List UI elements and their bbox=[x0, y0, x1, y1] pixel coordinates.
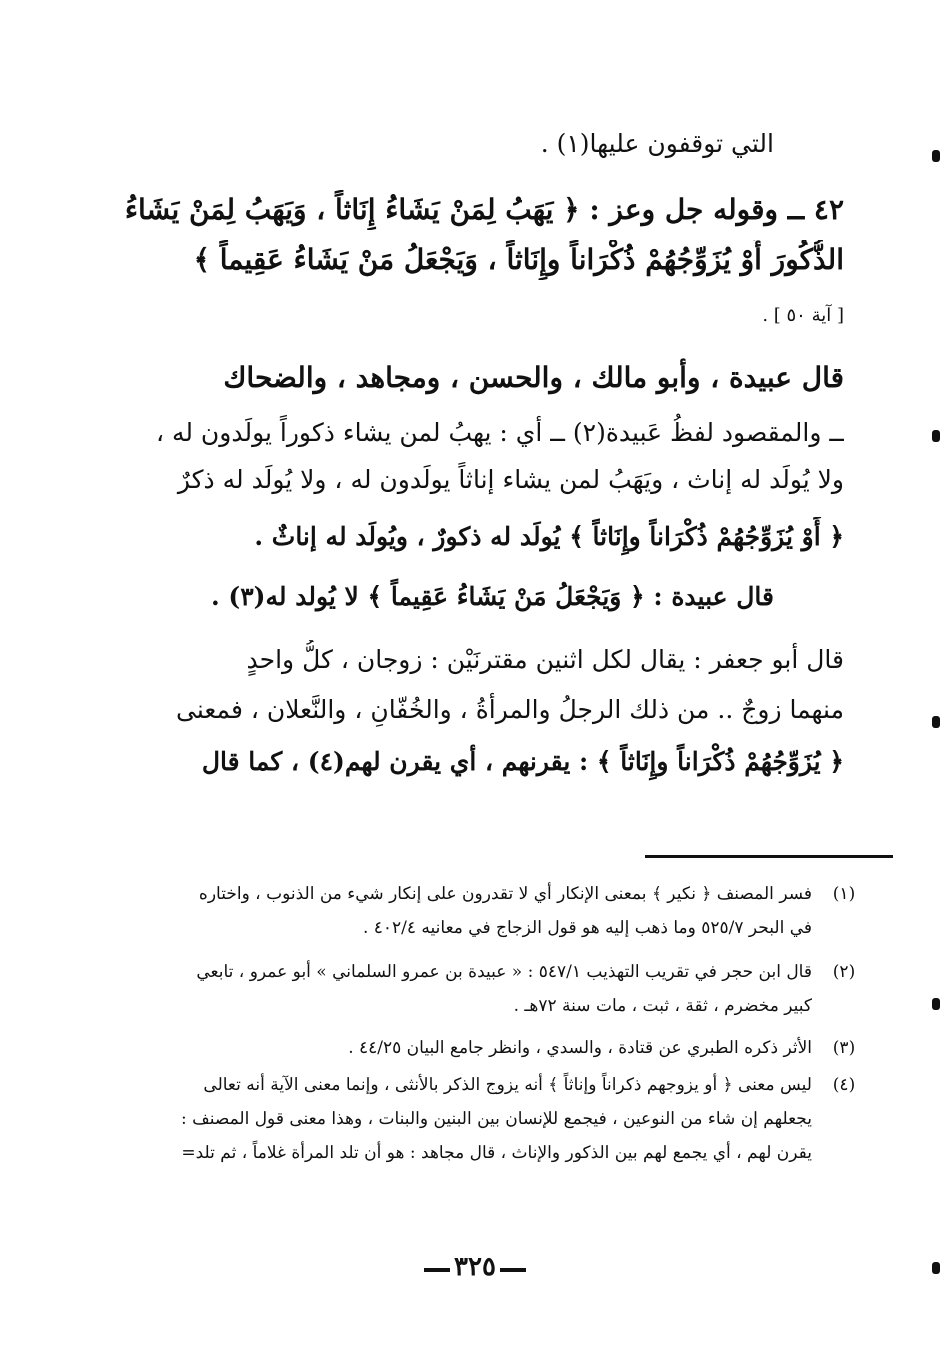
verse-text: الذُّكُورَ أَوْ يُزَوِّجُهُمْ ذُكْرَاناً وإِنَاثاً ، وَيَجْعَلُ مَنْ يَشَاءُ عَقِيماً ﴾ bbox=[193, 243, 844, 276]
footnote-text: فسر المصنف ﴿ نكير ﴾ بمعنى الإنكار أي لا تقدرون على إنكار شيء من الذنوب ، واختاره bbox=[198, 884, 812, 904]
verse-reference bbox=[112, 296, 844, 336]
text-span: قال أبو جعفر : يقال لكل اثنين مقترنَيْن : زوجان ، كلُّ واحدٍ bbox=[246, 645, 844, 674]
text-span: التي توقفون عليها(١) . bbox=[540, 129, 774, 158]
footnote-text: الأثر ذكره الطبري عن قتادة ، والسدي ، وانظر جامع البيان ٤٤/٢٥ . bbox=[348, 1038, 812, 1058]
text-span: ﴿ أَوْ يُزَوِّجُهُمْ ذُكْرَاناً وإِنَاثاً ﴾ يُولَد له ذكورٌ ، ويُولَد له إناثٌ . bbox=[254, 522, 844, 551]
item-number: ٤٢ ــ bbox=[787, 193, 844, 226]
text-line bbox=[112, 124, 844, 164]
footnote-text: يقرن لهم ، أي يجمع لهم بين الذكور والإناث ، قال مجاهد : هو أن تلد المرأة غلاماً ، ثم تلد= bbox=[181, 1143, 812, 1163]
scan-mark bbox=[932, 150, 940, 162]
text-span: ــ والمقصود لفظُ عَبيدة(٢) ــ أي : يهبُ لمن يشاء ذكوراً يولَدون له ، bbox=[155, 418, 844, 447]
footnote bbox=[96, 880, 864, 940]
footnote-text: ليس معنى ﴿ أو يزوجهم ذكراناً وإناثاً ﴾ أنه يزوج الذكر بالأنثى ، وإنما معنى الآية أنه تعالى bbox=[203, 1075, 812, 1095]
narrators-line bbox=[112, 358, 844, 398]
verse-line bbox=[112, 240, 844, 280]
text-line bbox=[112, 517, 844, 557]
footnote-number: (٢) bbox=[832, 962, 856, 982]
footnote-number: (٣) bbox=[832, 1038, 856, 1058]
main-text bbox=[112, 0, 844, 800]
scan-mark bbox=[932, 998, 940, 1010]
text-line bbox=[112, 690, 844, 730]
text-line bbox=[112, 413, 844, 453]
text-line bbox=[112, 742, 844, 782]
footnote bbox=[96, 1071, 864, 1171]
text-span: ﴿ يُزَوِّجُهُمْ ذُكْرَاناً وإِنَاثاً ﴾ : يقرنهم ، أي يقرن لهم(٤) ، كما قال bbox=[201, 747, 844, 776]
verse-line bbox=[112, 190, 844, 230]
footnote bbox=[96, 1034, 864, 1064]
footnote-text: في البحر ٥٢٥/٧ وما ذهب إليه هو قول الزجاج في معانيه ٤٠٢/٤ . bbox=[362, 918, 812, 938]
footnote bbox=[96, 958, 864, 1018]
text-line bbox=[112, 460, 844, 500]
footnote-number: (١) bbox=[832, 884, 856, 904]
text-span: منهما زوجٌ .. من ذلك الرجلُ والمرأةُ ، والخُفّانِ ، والنَّعلان ، فمعنى bbox=[176, 695, 844, 724]
text-line bbox=[112, 640, 844, 680]
footnote-number: (٤) bbox=[832, 1075, 856, 1095]
footnote-text: كبير مخضرم ، ثقة ، ثبت ، مات سنة ٧٢هـ . bbox=[513, 996, 812, 1016]
page-number: ٣٢٥ bbox=[454, 1252, 496, 1282]
page-number-bar bbox=[500, 1268, 526, 1272]
verse-ref-text: [ آية ٥٠ ] . bbox=[762, 305, 844, 326]
footnote-text: قال ابن حجر في تقريب التهذيب ٥٤٧/١ : « عبيدة بن عمرو السلماني » أبو عمرو ، تابعي bbox=[196, 962, 812, 982]
footnote-text: يجعلهم إن شاء من النوعين ، فيجمع للإنسان بين البنين والبنات ، وهذا معنى قول المصنف : bbox=[180, 1109, 812, 1129]
footnote-separator bbox=[645, 855, 893, 858]
scan-mark bbox=[932, 430, 940, 442]
verse-text: وقوله جل وعز : ﴿ يَهَبُ لِمَنْ يَشَاءُ إِنَاثاً ، وَيَهَبُ لِمَنْ يَشَاءُ bbox=[124, 193, 779, 226]
text-span: ولا يُولَد له إناث ، ويَهَبُ لمن يشاء إناثاً يولَدون له ، ولا يُولَد له ذكرٌ bbox=[177, 465, 844, 494]
text-span: قال عبيدة : ﴿ وَيَجْعَلُ مَنْ يَشَاءُ عَقِيماً ﴾ لا يُولد له(٣) . bbox=[210, 582, 774, 611]
text-line bbox=[112, 577, 844, 617]
scan-mark bbox=[932, 716, 940, 728]
scan-mark bbox=[932, 1262, 940, 1274]
narrators-text: قال عبيدة ، وأبو مالك ، والحسن ، ومجاهد ، والضحاك bbox=[223, 361, 844, 394]
